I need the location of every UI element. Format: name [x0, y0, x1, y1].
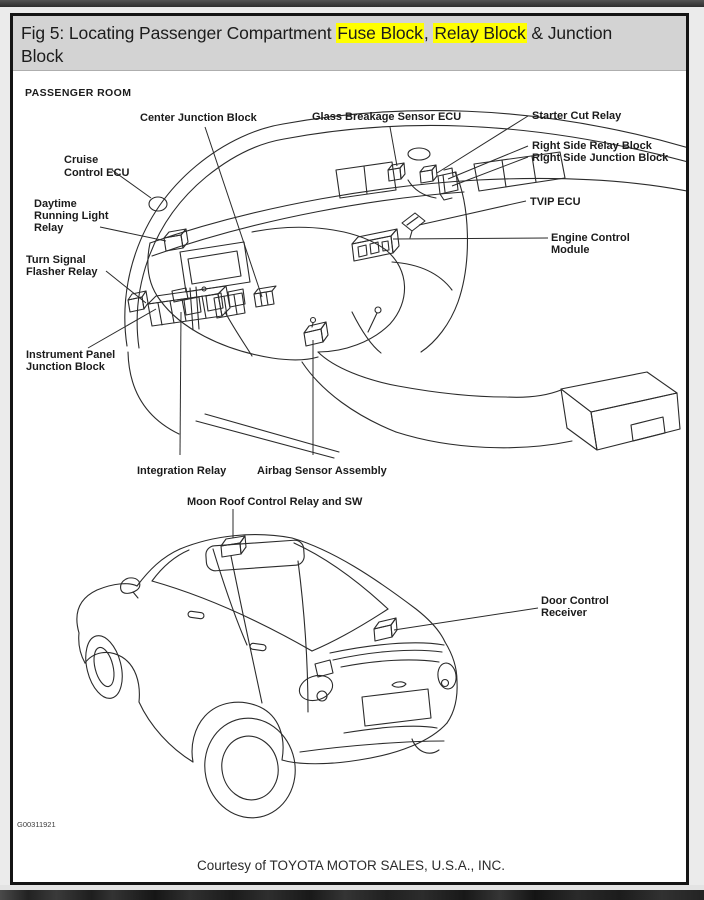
- label-glass-breakage-sensor-ecu: Glass Breakage Sensor ECU: [312, 111, 462, 123]
- vehicle-leader-lines: [233, 509, 538, 630]
- highlight-fuse-block: Fuse Block: [337, 23, 423, 43]
- label-turn-signal-flasher-relay-1: Turn Signal: [26, 254, 86, 266]
- figure-caption-bar: [13, 16, 686, 71]
- label-moon-roof-control: Moon Roof Control Relay and SW: [187, 496, 363, 508]
- label-engine-control-module-1: Engine Control: [551, 232, 630, 244]
- label-center-junction-block: Center Junction Block: [140, 112, 257, 124]
- center-junction-block-part: [254, 286, 276, 307]
- label-tvip-ecu: TVIP ECU: [530, 196, 581, 208]
- airbag-sensor-part: [304, 318, 328, 347]
- tvip-ecu-part: [402, 213, 425, 238]
- label-turn-signal-flasher-relay-2: Flasher Relay: [26, 266, 98, 278]
- moon-roof-relay-part: [221, 536, 246, 557]
- label-right-side-relay-block: Right Side Relay Block: [532, 140, 652, 152]
- instrument-panel-junction-block-part: [128, 286, 245, 330]
- label-instrument-panel-junction-block-1: Instrument Panel: [26, 349, 116, 361]
- label-cruise-control-ecu-1: Cruise: [64, 154, 99, 166]
- figure-canvas: [13, 71, 686, 882]
- window-top-edge: [0, 0, 704, 7]
- caption-suffix: & Junction: [526, 23, 613, 43]
- right-side-components-cluster: [388, 163, 458, 200]
- passenger-room-label: PASSENGER ROOM: [25, 87, 132, 99]
- caption-prefix: Fig 5: Locating Passenger Compartment: [21, 23, 337, 43]
- label-integration-relay: Integration Relay: [137, 465, 227, 477]
- dashboard-leader-lines: [88, 116, 548, 455]
- courtesy-credit: Courtesy of TOYOTA MOTOR SALES, U.S.A., INC.: [196, 858, 506, 873]
- label-cruise-control-ecu-2: Control ECU: [64, 167, 130, 179]
- door-control-receiver-part: [374, 618, 397, 641]
- bottom-taskbar-strip: [0, 890, 704, 900]
- highlight-relay-block: Relay Block: [434, 23, 526, 43]
- label-daytime-running-light-relay-3: Relay: [34, 222, 64, 234]
- label-door-control-receiver-1: Door Control: [541, 595, 609, 607]
- label-right-side-junction-block: Right Side Junction Block: [532, 152, 669, 164]
- label-engine-control-module-2: Module: [551, 244, 590, 256]
- label-daytime-running-light-relay-1: Daytime: [34, 198, 77, 210]
- diagram-svg: [13, 71, 686, 882]
- label-door-control-receiver-2: Receiver: [541, 607, 587, 619]
- label-daytime-running-light-relay-2: Running Light: [34, 210, 109, 222]
- vehicle-rear-art: [77, 535, 458, 827]
- figure-viewer-window: [10, 13, 689, 885]
- label-starter-cut-relay: Starter Cut Relay: [532, 110, 622, 122]
- figure-caption-line1: [21, 22, 676, 45]
- figure-id: G00311921: [17, 820, 56, 829]
- figure-caption-line2: Block: [21, 46, 64, 66]
- caption-separator: ,: [423, 23, 434, 43]
- label-instrument-panel-junction-block-2: Junction Block: [26, 361, 105, 373]
- label-airbag-sensor-assembly: Airbag Sensor Assembly: [257, 465, 387, 477]
